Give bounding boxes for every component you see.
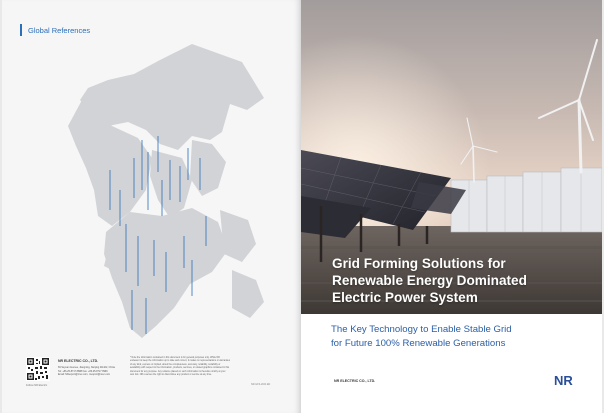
headline-line-3: Electric Power System [332,290,478,305]
qr-caption: Follow NR Electric [26,384,48,387]
document-code: NR-GFS-2024 EN [251,383,271,386]
subtitle-line-2: for Future 100% Renewable Generations [331,337,506,349]
cover-headline [332,255,527,306]
back-cover-page [2,0,301,413]
back-cover-footer [26,357,286,397]
contact-email: Email: NRexport@nrec.com, nrexport@nrec.com [58,373,111,377]
back-company-name: NR ELECTRIC CO., LTD. [58,359,99,363]
headline-line-1: Grid Forming Solutions for [332,256,506,271]
front-company-name: NR ELECTRIC CO., LTD. [334,379,376,383]
front-cover-page [301,0,602,413]
world-map-illustration [42,40,267,340]
contact-phone: Tel: +86-25-8717 8888 Fax: +86-25-8717 8999 [58,369,108,373]
logo-text: NR [554,373,573,388]
subtitle-line-1: The Key Technology to Enable Stable Grid [331,324,512,335]
brochure-spread [2,0,602,413]
section-title: Global References [28,25,91,35]
nr-logo-icon [553,372,577,388]
qr-code-icon[interactable] [26,357,50,381]
headline-line-2: Renewable Energy Dominated [332,273,527,288]
section-header [20,24,90,36]
section-accent-bar [20,24,22,36]
contact-address: 69 Suyuan Avenue, Jiangning, Nanjing 211102, China [58,366,115,369]
disclaimer-text: * Note the information contained in this document is for general purposes only. While NR endeavor to keep the information up to date and correct, it makes no representations or warranties of any kind, express or implied, about the completeness, accuracy, reliability, suitability or availability with respect to the information, products, services, or related graphics contained in this document for any purpose. Any reliance placed on such information is therefore strictly at your own risk. NR reserves the right to discontinue any product or service at any time. [130,357,230,377]
cover-subtitle [331,323,512,350]
